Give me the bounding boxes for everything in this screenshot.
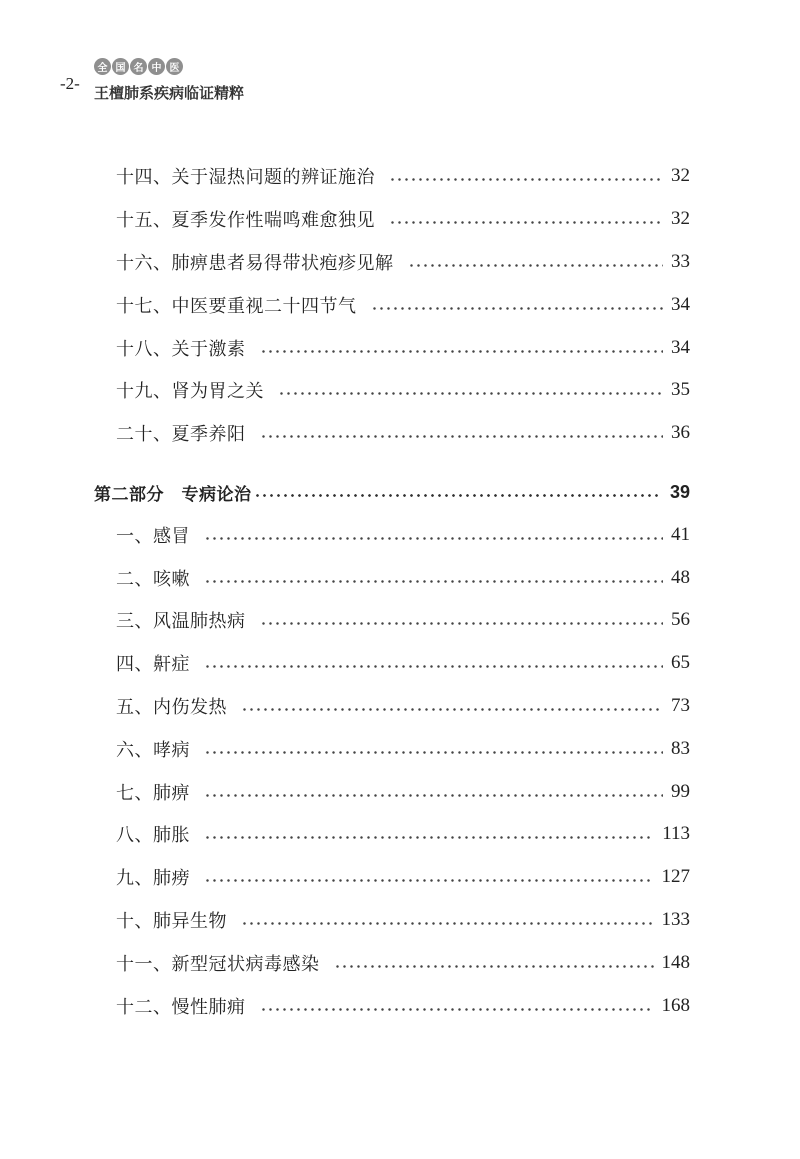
dot-leader [204,537,663,540]
toc-entry-page: 35 [671,379,690,400]
toc-entry[interactable] [116,864,690,890]
dot-leader [389,221,663,224]
toc-entry-title: 十四、关于湿热问题的辨证施治 [116,167,375,188]
toc-part-page: 39 [669,481,690,502]
toc-entry-page: 41 [671,524,690,545]
toc-entry-title: 十八、关于激素 [116,339,246,360]
dot-leader [204,836,654,839]
dot-leader [260,622,664,625]
toc-entry-title: 十七、中医要重视二十四节气 [116,296,357,317]
toc-entry-page: 168 [661,995,690,1016]
toc-entry[interactable] [116,693,690,719]
toc-entry[interactable] [116,993,690,1019]
dot-leader [204,794,663,797]
toc-entry[interactable] [116,206,690,232]
toc-entry[interactable] [116,565,690,591]
series-badge [94,58,183,75]
toc-entry-page: 48 [671,567,690,588]
dot-leader [408,264,664,267]
toc-entry-page: 65 [671,652,690,673]
toc-entry[interactable] [116,292,690,318]
toc-entry[interactable] [116,779,690,805]
toc-entry[interactable] [116,163,690,189]
toc-entry-title: 九、肺痨 [116,868,190,889]
toc-entry-page: 127 [661,866,690,887]
series-char: 医 [166,58,183,75]
toc-entry-page: 133 [661,909,690,930]
page-number: -2- [60,74,80,93]
toc-entry[interactable] [116,950,690,976]
toc-entry-page: 148 [661,952,690,973]
dot-leader [260,1008,654,1011]
dot-leader [204,665,663,668]
series-char: 国 [112,58,129,75]
dot-leader [204,751,663,754]
toc-entry[interactable] [116,335,690,361]
toc-entry-title: 八、肺胀 [116,825,190,846]
toc-entry-title: 四、鼾症 [116,654,190,675]
toc-entry-title: 十一、新型冠状病毒感染 [116,954,320,975]
dot-leader [371,307,664,310]
toc-entry-page: 36 [671,422,690,443]
toc-entry-page: 83 [671,738,690,759]
toc-entry[interactable] [116,907,690,933]
toc-entry[interactable] [116,522,690,548]
dot-leader [260,435,664,438]
dot-leader [241,708,663,711]
toc-entry-title: 六、哮病 [116,740,190,761]
toc-entry[interactable] [116,650,690,676]
toc-entry-title: 三、风温肺热病 [116,611,246,632]
toc-part-title: 第二部分 专病论治 [94,484,252,505]
toc-entry[interactable] [116,420,690,446]
toc-entry-page: 34 [671,337,690,358]
toc-entry-title: 十、肺异生物 [116,911,227,932]
dot-leader [389,178,663,181]
dot-leader [260,350,664,353]
toc-entry[interactable] [116,249,690,275]
toc-entry-title: 二、咳嗽 [116,569,190,590]
toc-entry-page: 32 [671,208,690,229]
dot-leader [241,922,654,925]
toc-part-heading[interactable] [94,479,690,505]
toc-entry-page: 34 [671,294,690,315]
toc-entry-page: 113 [662,823,690,844]
toc-entry-title: 十六、肺痹患者易得带状疱疹见解 [116,253,394,274]
toc-entry-title: 五、内伤发热 [116,697,227,718]
dot-leader [334,965,654,968]
toc-entry-title: 十二、慢性肺痈 [116,997,246,1018]
toc-entry[interactable] [116,377,690,403]
dot-leader [204,580,663,583]
toc-entry-page: 32 [671,165,690,186]
book-title: 王檀肺系疾病临证精粹 [94,84,245,102]
series-char: 中 [148,58,165,75]
toc-entry-page: 56 [671,609,690,630]
toc-entry[interactable] [116,736,690,762]
toc-entry-title: 十五、夏季发作性喘鸣难愈独见 [116,210,375,231]
toc-entry-title: 二十、夏季养阳 [116,424,246,445]
toc-entry-title: 一、感冒 [116,526,190,547]
series-char: 名 [130,58,147,75]
toc-entry-title: 七、肺痹 [116,783,190,804]
toc-entry-page: 99 [671,781,690,802]
toc-entry[interactable] [116,607,690,633]
dot-leader [204,879,654,882]
dot-leader [278,392,663,395]
toc-entry-page: 73 [671,695,690,716]
series-char: 全 [94,58,111,75]
toc-entry[interactable] [116,821,690,847]
dot-leader [254,494,662,497]
toc-entry-title: 十九、肾为胃之关 [116,381,264,402]
toc-entry-page: 33 [671,251,690,272]
